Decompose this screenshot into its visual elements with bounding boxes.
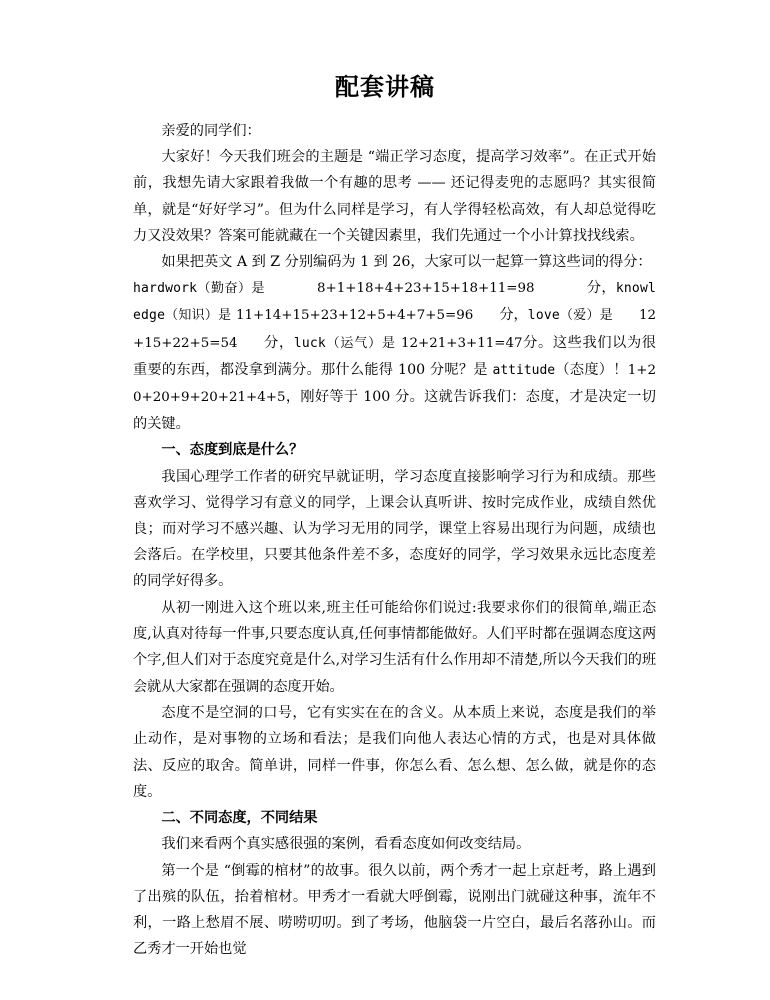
calc-sum-love: 12+15+22+5=54 — [133, 308, 656, 351]
document-content — [113, 70, 657, 962]
calc-word-attitude: attitude — [492, 362, 556, 378]
definition-paragraph: 态度不是空洞的口号，它有实实在在的含义。从本质上来说，态度是我们的举止动作，是对事物的立场和看法；是我们向他人表达心情的方式，也是对具体做法、反应的取舍。简单讲，同样一件事，你怎么看、怎么想、怎么做，就是你的态度。 — [133, 705, 656, 800]
calc-sum-hardwork: 8+1+18+4+23+15+18+11=98 — [317, 281, 535, 297]
calc-unit-2: 分， — [499, 307, 528, 324]
calc-word-luck: luck（运气）是 — [293, 335, 396, 351]
salutation-paragraph: 亲爱的同学们： — [161, 123, 261, 139]
homeroom-paragraph: 从初一刚进入这个班以来,班主任可能给你们说过:我要求你们的很简单,端正态度,认真对待每一件事,只要态度认真,任何事情都能做好。人们平时都在强调态度这两个字,但人们对于态度究竟是什么,对学习生活有什么作用却不清楚,所以今天我们的班会就从大家都在强调的态度开始。 — [133, 599, 656, 695]
calc-commentary: 这些我们以为很重要的东西，都没拿到满分。那什么能得 100 分呢？是 — [133, 334, 656, 378]
calc-word-knowledge: knowledge（知识）是 — [133, 281, 656, 324]
calc-word-love: love（爱）是 — [527, 308, 613, 324]
heading-section-one: 一、态度到底是什么？ — [161, 442, 304, 459]
page-title: 配套讲稿 — [335, 72, 435, 101]
coding-intro-paragraph: 如果把英文 A 到 Z 分别编码为 1 到 26，大家可以一起算一算这些词的得分： — [161, 254, 652, 271]
calc-unit-1: 分， — [586, 280, 616, 297]
heading-section-two: 二、不同态度，不同结果 — [161, 810, 318, 827]
calc-word-hardwork: hardwork（勤奋）是 — [133, 281, 266, 297]
calc-sum-knowledge: 11+14+15+23+12+5+4+7+5=96 — [235, 308, 474, 324]
calc-unit-3: 分， — [263, 334, 294, 351]
coffin-story-paragraph: 第一个是 “倒霉的棺材”的故事。很久以前，两个秀才一起上京赶考，路上遇到了出殡的队伍，抬着棺材。甲秀才一看就大呼倒霉，说刚出门就碰这种事，流年不利，一路上愁眉不展、唠唠叨叨。到了考场，他脑袋一片空白，最后名落孙山。而乙秀才一开始也觉 — [133, 862, 656, 958]
cases-intro-paragraph: 我们来看两个真实感很强的案例，看看态度如何改变结局。 — [161, 836, 531, 853]
calc-sum-luck: 12+21+3+11=47 — [400, 335, 523, 351]
opening-paragraph: 大家好！今天我们班会的主题是 “端正学习态度，提高学习效率”。在正式开始前，我想先请大家跟着我做一个有趣的思考 —— 还记得麦兜的志愿吗？其实很简单，就是“好好学习”。但为什么同样是学习，有人学得轻松高效，有人却总觉得吃力又没效果？答案可能就藏在一个关键因素里，我们先通过一个小计算找找线索。 — [133, 149, 656, 244]
calc-sum-attitude: 1+20+20+9+20+21+4+5 — [133, 362, 656, 406]
psych-research-paragraph: 我国心理学工作者的研究早就证明，学习态度直接影响学习行为和成绩。那些喜欢学习、觉得学习有意义的同学，上课会认真听讲、按时完成作业，成绩自然优良；而对学习不感兴趣、认为学习无用的同学，课堂上容易出现行为问题，成绩也会落后。在学校里，只要其他条件差不多，态度好的同学，学习效果永远比态度差的同学好得多。 — [133, 468, 656, 590]
calc-word-attitude-cn: （态度）！ — [555, 361, 628, 378]
calc-conclusion: ，刚好等于 100 分。这就告诉我们：态度，才是决定一切的关键。 — [133, 389, 656, 433]
calculation-paragraph — [113, 275, 657, 437]
calc-unit-4: 分。 — [522, 334, 553, 351]
